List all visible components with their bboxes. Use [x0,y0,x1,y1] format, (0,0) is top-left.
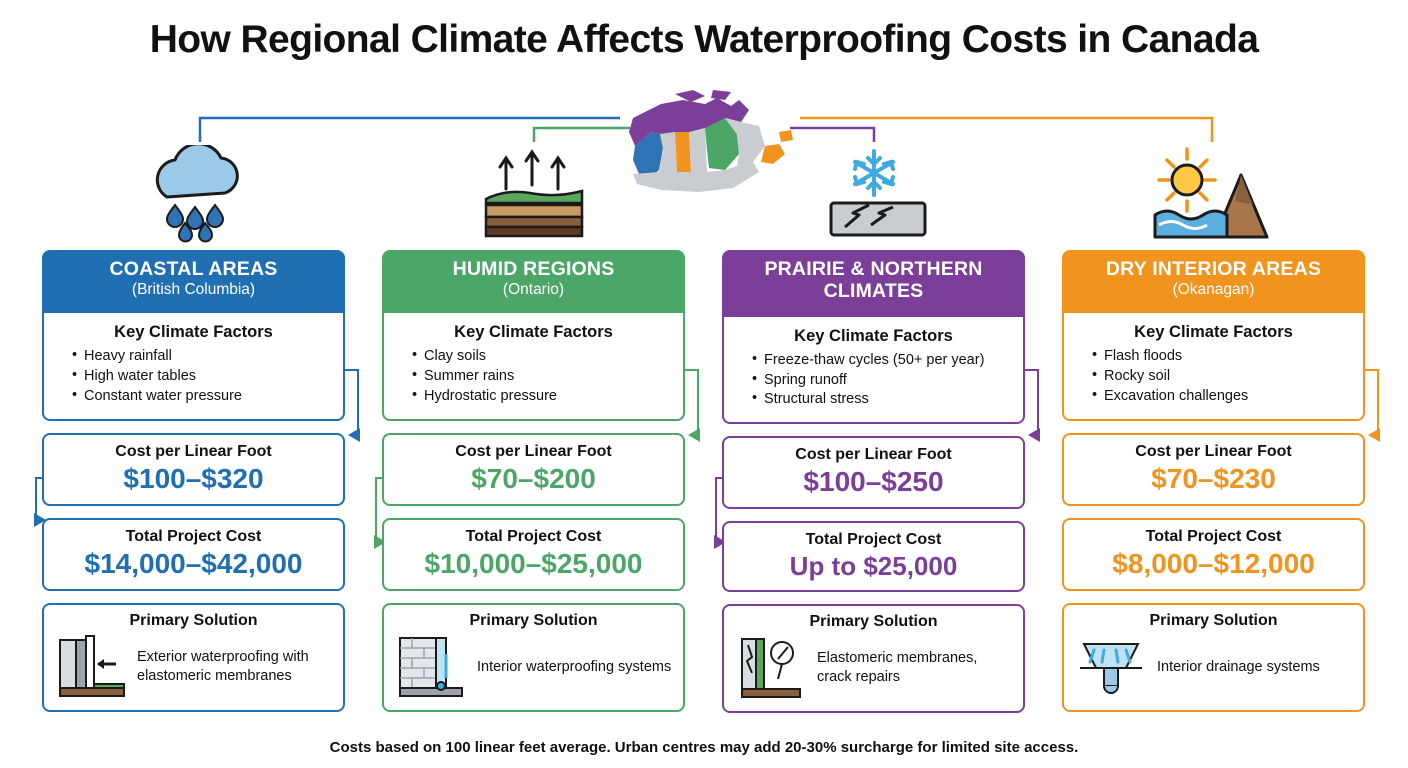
cost-label: Cost per Linear Foot [1135,443,1292,460]
snowflake-crack-icon [722,140,1025,245]
sun-flood-hill-icon [1062,140,1365,245]
factors-list [1078,347,1349,407]
column-title: COASTAL AREAS [109,258,278,280]
solution-text: Elastomeric membranes, crack repairs [817,650,978,686]
solution-label: Primary Solution [1149,612,1278,630]
list-item: • Spring runoff [752,371,1009,391]
interior-wall-drain-icon [394,634,468,700]
factors-list [738,351,1009,411]
column-subtitle: (Okanagan) [1172,280,1255,298]
solution-text: Interior drainage systems [1157,658,1320,675]
column-header-humid [382,250,685,313]
list-item: • Freeze-thaw cycles (50+ per year) [752,351,1009,371]
primary-solution-card [722,604,1025,713]
footnote: Costs based on 100 linear feet average. Urban centres may add 20-30% surcharge for limited site access. [329,739,1079,756]
total-project-cost-card [722,521,1025,592]
list-item: • Flash floods [1092,347,1349,367]
list-item: • Excavation challenges [1092,387,1349,407]
total-label: Total Project Cost [805,531,942,549]
list-item: • Hydrostatic pressure [412,387,669,407]
total-project-cost-card [382,518,685,591]
total-value: $14,000–$42,000 [84,548,303,580]
list-item: • Constant water pressure [72,387,329,407]
column-header-coastal [42,250,345,313]
page-title: How Regional Climate Affects Waterproofing Costs in Canada [149,18,1259,61]
primary-solution-card [1062,603,1365,712]
cost-label: Cost per Linear Foot [455,443,612,460]
list-item: • High water tables [72,367,329,387]
total-label: Total Project Cost [465,528,602,546]
column-header-prairie [722,250,1025,317]
cost-per-linear-foot-card [722,436,1025,509]
cost-value: $70–$200 [471,463,596,495]
cost-per-linear-foot-card [42,433,345,506]
total-label: Total Project Cost [1145,528,1282,546]
factors-card [722,317,1025,425]
factors-heading: Key Climate Factors [114,323,273,342]
column-subtitle: (Ontario) [502,280,565,298]
cost-label: Cost per Linear Foot [795,446,952,464]
solution-label: Primary Solution [129,612,258,630]
list-item: • Heavy rainfall [72,347,329,367]
cost-per-linear-foot-card [1062,433,1365,506]
cost-value: $100–$320 [123,463,264,495]
list-item: • Summer rains [412,367,669,387]
factors-card [42,313,345,421]
list-item: • Clay soils [412,347,669,367]
crack-repair-spray-icon [734,635,808,701]
column-header-dry [1062,250,1365,313]
factors-list [58,347,329,407]
solution-text: Interior waterproofing systems [477,658,672,675]
column-title: HUMID REGIONS [452,258,615,280]
factors-card [382,313,685,421]
total-value: $8,000–$12,000 [1112,548,1315,580]
column-dry [1062,250,1365,712]
total-value: Up to $25,000 [789,550,958,581]
solution-text: Exterior waterproofing with elastomeric membranes [137,649,309,685]
primary-solution-card [382,603,685,712]
floor-drain-icon [1074,634,1148,700]
factors-heading: Key Climate Factors [1134,323,1293,342]
cost-value: $70–$230 [1151,463,1276,495]
total-value: $10,000–$25,000 [424,548,643,580]
factors-list [398,347,669,407]
cost-value: $100–$250 [803,466,944,498]
cost-per-linear-foot-card [382,433,685,506]
cost-label: Cost per Linear Foot [115,443,272,460]
column-subtitle: (British Columbia) [131,280,256,298]
rain-cloud-icon [42,140,345,245]
factors-card [1062,313,1365,421]
primary-solution-card [42,603,345,712]
solution-label: Primary Solution [469,612,598,630]
column-title: DRY INTERIOR AREAS [1105,258,1322,280]
list-item: • Structural stress [752,390,1009,410]
total-project-cost-card [42,518,345,591]
column-coastal [42,250,345,712]
total-label: Total Project Cost [125,528,262,546]
column-prairie [722,250,1025,713]
factors-heading: Key Climate Factors [794,326,953,345]
column-title: PRAIRIE & NORTHERN CLIMATES [764,258,983,302]
soil-evaporation-icon [382,140,685,245]
total-project-cost-card [1062,518,1365,591]
factors-heading: Key Climate Factors [454,323,613,342]
list-item: • Rocky soil [1092,367,1349,387]
exterior-wall-membrane-icon [54,634,128,700]
column-humid [382,250,685,712]
solution-label: Primary Solution [809,613,938,631]
